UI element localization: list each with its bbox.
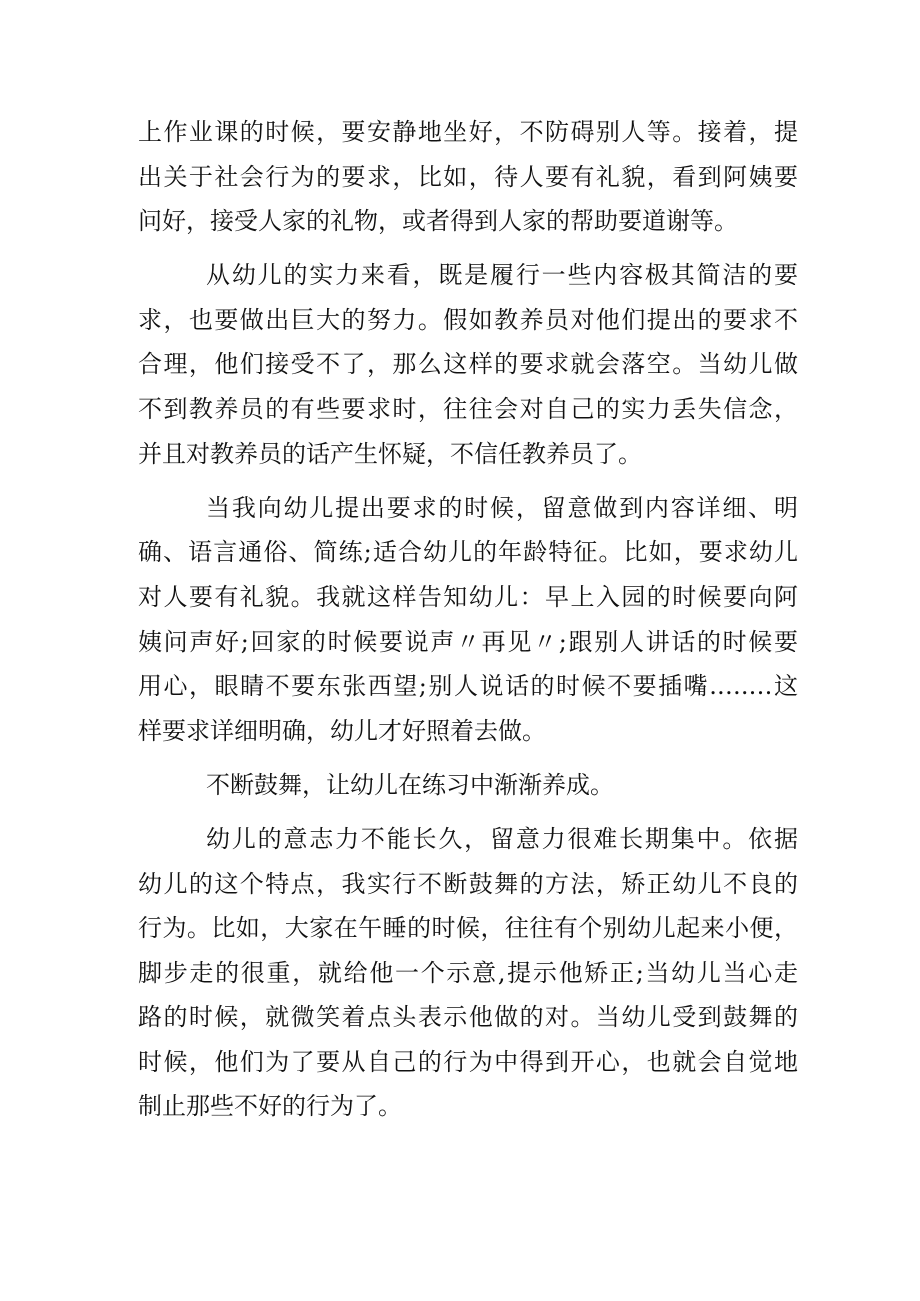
paragraph-line: 路的时候，就微笑着点头表示他做的对。当幼儿受到鼓舞的: [138, 1003, 798, 1032]
paragraph-line: 从幼儿的实力来看，既是履行一些内容极其简洁的要: [206, 261, 798, 290]
paragraph-line: 幼儿的这个特点，我实行不断鼓舞的方法，矫正幼儿不良的: [138, 869, 798, 898]
paragraph-line: 幼儿的意志力不能长久，留意力很难长期集中。依据: [206, 824, 798, 853]
paragraph-line: 用心，眼睛不要东张西望;别人说话的时候不要插嘴.….…这: [138, 672, 798, 701]
paragraph-line: 姨问声好;回家的时候要说声〃再见〃;跟别人讲话的时候要: [138, 627, 798, 656]
paragraph-line: 并且对教养员的话产生怀疑，不信任教养员了。: [138, 439, 642, 468]
paragraph-line: 对人要有礼貌。我就这样告知幼儿：早上入园的时候要向阿: [138, 582, 798, 611]
paragraph: [138, 763, 798, 808]
paragraph-line: 不到教养员的有些要求时，往往会对自己的实力丢失信念，: [138, 395, 798, 424]
paragraph: [138, 817, 798, 1129]
paragraph-line: 合理，他们接受不了，那么这样的要求就会落空。当幼儿做: [138, 350, 798, 379]
paragraph-line: 不断鼓舞，让幼儿在练习中渐渐养成。: [206, 770, 614, 799]
document-body: [138, 110, 798, 1129]
paragraph: [138, 253, 798, 476]
paragraph-line: 制止那些不好的行为了。: [138, 1092, 402, 1121]
paragraph-line: 时候，他们为了要从自己的行为中得到开心，也就会自觉地: [138, 1047, 798, 1076]
paragraph-line: 确、语言通俗、简练;适合幼儿的年龄特征。比如，要求幼儿: [138, 538, 798, 567]
paragraph: [138, 486, 798, 754]
paragraph-line: 样要求详细明确，幼儿才好照着去做。: [138, 716, 546, 745]
paragraph-line: 脚步走的很重，就给他一个示意,提示他矫正;当幼儿当心走: [138, 958, 798, 987]
paragraph-line: 上作业课的时候，要安静地坐好，不防碍别人等。接着，提: [138, 118, 798, 146]
paragraph-line: 行为。比如，大家在午睡的时候，往往有个别幼儿起来小便，: [138, 914, 798, 943]
paragraph: [138, 110, 798, 244]
paragraph-line: 问好，接受人家的礼物，或者得到人家的帮助要道谢等。: [138, 207, 738, 236]
paragraph-line: 出关于社会行为的要求，比如，待人要有礼貌，看到阿姨要: [138, 162, 798, 191]
paragraph-line: 当我向幼儿提出要求的时候，留意做到内容详细、明: [206, 493, 798, 522]
paragraph-line: 求，也要做出巨大的努力。假如教养员对他们提出的要求不: [138, 305, 798, 334]
